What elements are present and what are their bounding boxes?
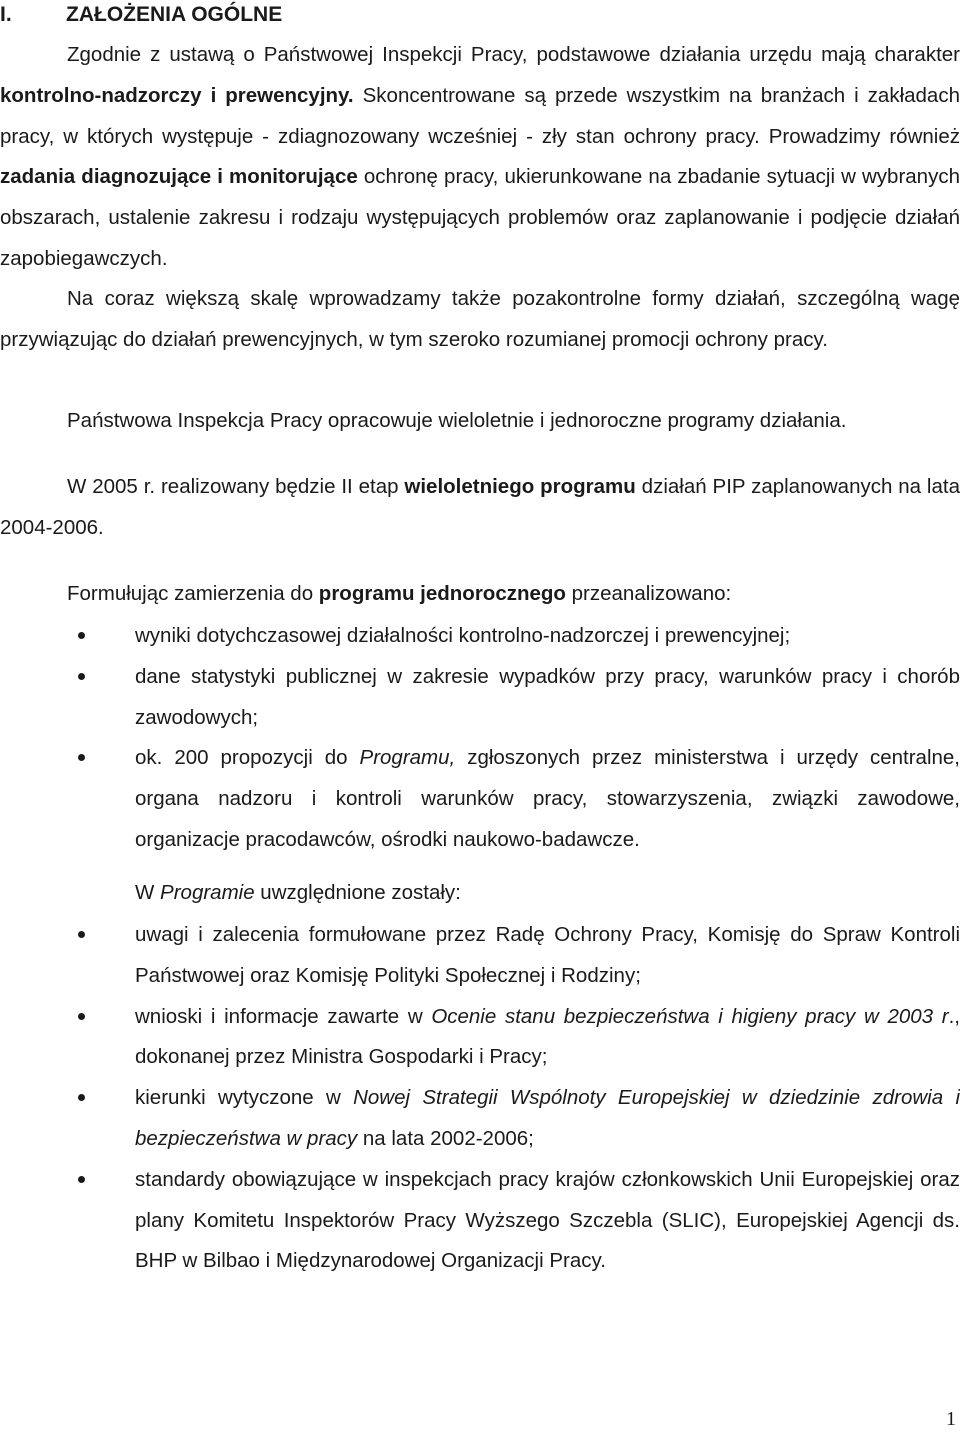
section-title: ZAŁOŻENIA OGÓLNE	[66, 3, 283, 26]
bold-run: kontrolno-nadzorczy i prewencyjny.	[0, 83, 354, 107]
text-run: Zgodnie z ustawą o Państwowej Inspekcji Pracy, podstawowe działania urzędu mają charakter	[67, 43, 960, 66]
text-run: ochronę pracy, ukierunkowane na zbadanie sytuacji w wybranych obszarach, ustalenie zakresu i rodzaju występujących problemów oraz zaplanowanie i podjęcie działań zapobiegawczych.	[0, 165, 960, 270]
intro-paragraph	[0, 35, 960, 280]
list-item	[0, 1078, 960, 1160]
list-item	[0, 738, 960, 860]
text-run: Skoncentrowane są przede wszystkim na branżach i zakładach pracy, w których występuje - zdiagnozowany wcześniej - zły stan ochrony pracy. Prowadzimy również	[0, 83, 960, 148]
program-includes-paragraph	[135, 873, 960, 914]
list-item-text: kierunki wytyczone w	[135, 1086, 354, 1110]
analysis-list	[0, 616, 960, 861]
page-number: 1	[946, 1408, 956, 1430]
list-item	[0, 1160, 960, 1282]
bold-run: wieloletniego programu	[404, 475, 636, 498]
text-run: działań PIP zaplanowanych na lata 2004-2006.	[0, 475, 960, 539]
italic-run: Ocenie stanu bezpieczeństwa i higieny pracy w 2003 r	[431, 1004, 949, 1028]
multiyear-paragraph	[0, 467, 960, 549]
list-item-text: na lata 2002-2006;	[357, 1126, 534, 1150]
bullet-icon	[78, 632, 85, 639]
list-item	[0, 915, 960, 997]
section-number: I.	[0, 3, 12, 26]
section-heading	[0, 2, 282, 28]
included-items-list	[0, 915, 960, 1282]
text-run: W 2005 r. realizowany będzie II etap	[67, 475, 405, 498]
list-item-text: ., dokonanej przez Ministra Gospodarki i Pracy;	[135, 1004, 960, 1069]
list-item-text: dane statystyki publicznej w zakresie wypadków przy pracy, warunków pracy i chorób zawodowych;	[135, 664, 960, 729]
italic-run: Programu,	[359, 746, 456, 770]
programs-paragraph: Państwowa Inspekcja Pracy opracowuje wieloletnie i jednoroczne programy działania.	[67, 409, 847, 432]
italic-run: Programie	[160, 881, 255, 904]
list-item-text: standardy obowiązujące w inspekcjach pracy krajów członkowskich Unii Europejskiej oraz plany Komitetu Inspektorów Pracy Wyższego Szczebla (SLIC), Europejskiej Agencji ds. BHP w Bilbao i Międzynarodowej Organizacji Pracy.	[135, 1167, 960, 1273]
list-item	[0, 657, 960, 739]
list-item-text: ok. 200 propozycji do	[135, 746, 360, 770]
bullet-icon	[78, 673, 85, 680]
italic-run: Nowej Strategii Wspólnoty Europejskiej w dziedzinie zdrowia i bezpieczeństwa w pracy	[135, 1086, 960, 1150]
text-run: W	[135, 881, 161, 904]
text-run: Formułując zamierzenia do	[67, 582, 319, 605]
list-item-text: uwagi i zalecenia formułowane przez Radę Ochrony Pracy, Komisję do Spraw Kontroli Państwowej oraz Komisję Polityki Społecznej i Rodziny;	[135, 923, 960, 987]
bullet-icon	[78, 1013, 85, 1020]
text-run: uwzględnione zostały:	[254, 881, 461, 904]
text-run: przeanalizowano:	[565, 582, 732, 605]
bullet-icon	[78, 754, 85, 761]
bullet-icon	[78, 931, 85, 938]
bullet-icon	[78, 1094, 85, 1101]
annual-program-paragraph	[0, 574, 960, 615]
list-item	[0, 616, 960, 657]
list-item-text: wnioski i informacje zawarte w	[135, 1004, 432, 1028]
prevention-paragraph: Na coraz większą skalę wprowadzamy także pozakontrolne formy działań, szczególną wagę przywiązując do działań prewencyjnych, w tym szeroko rozumianej promocji ochrony pracy.	[0, 287, 960, 351]
list-item	[0, 997, 960, 1079]
bullet-icon	[78, 1176, 85, 1183]
bold-run: zadania diagnozujące i monitorujące	[0, 165, 358, 189]
list-item-text: zgłoszonych przez ministerstwa i urzędy centralne, organa nadzoru i kontroli warunków pracy, stowarzyszenia, związki zawodowe, organizacje pracodawców, ośrodki naukowo-badawcze.	[135, 746, 960, 851]
list-item-text: wyniki dotychczasowej działalności kontrolno-nadzorczej i prewencyjnej;	[135, 624, 791, 647]
bold-run: programu jednorocznego	[318, 582, 566, 605]
